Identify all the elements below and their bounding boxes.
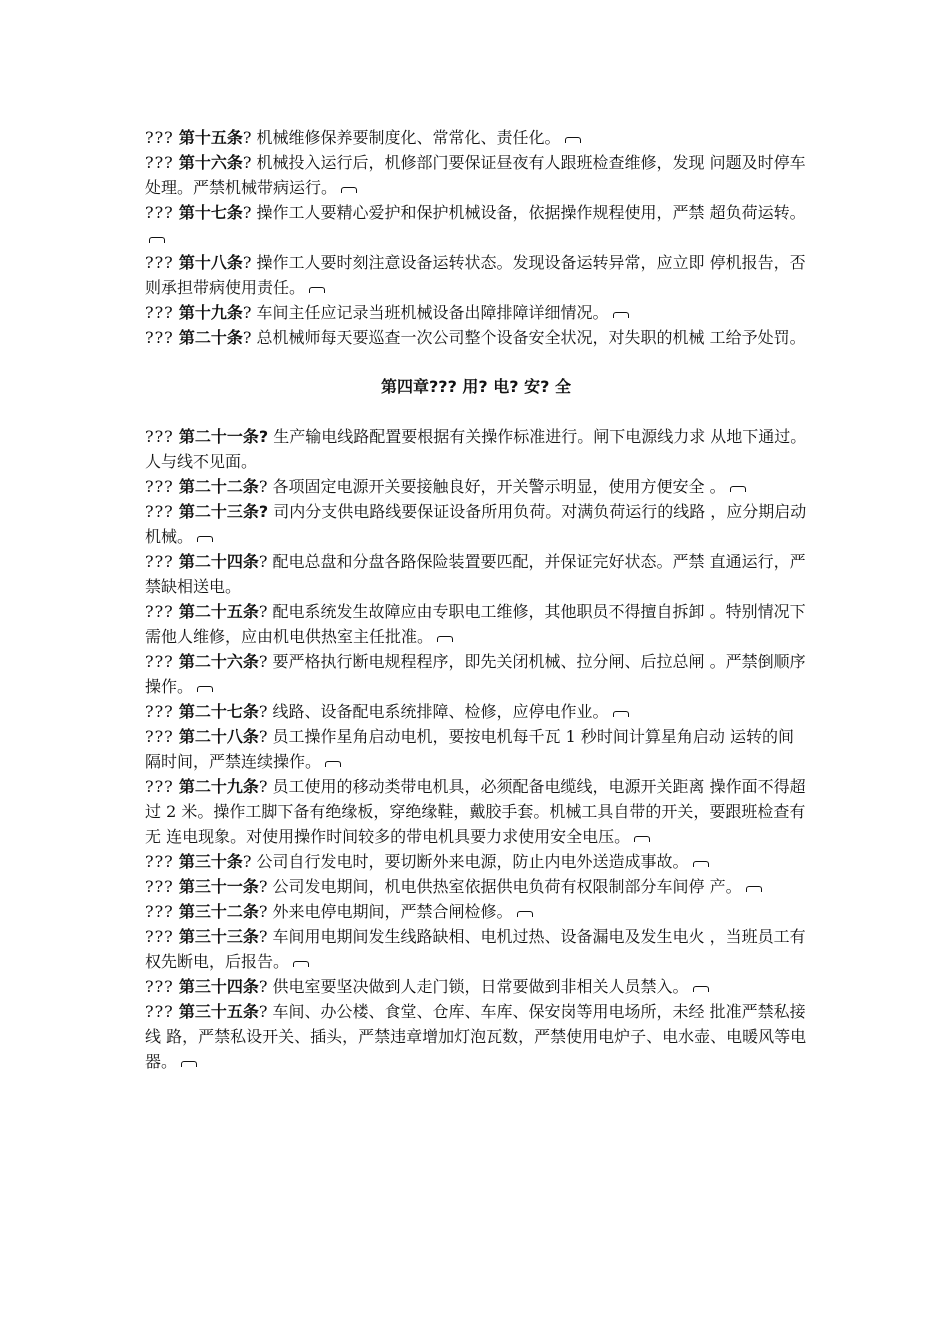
article-number: 第二十五条 <box>178 602 259 621</box>
article-number: 第十九条 <box>178 303 243 322</box>
paragraph-mark-icon <box>149 237 165 243</box>
article-paragraph: ??? 第二十三条? 司内分支供电路线要保证设备所用负荷。对满负荷运行的线路 ，应分期启动机械。 <box>145 502 807 546</box>
paragraph-mark-icon <box>693 986 709 992</box>
article-text: ? 操作工人要时刻注意设备运转状态。发现设备运转异常，应立即 停机报告，否则承担带病使用责任。 <box>145 253 806 297</box>
article-number: 第二十二条 <box>178 477 259 496</box>
paragraph-mark-icon <box>613 312 629 318</box>
article-number: 第二十八条 <box>178 727 259 746</box>
article-number: 第二十九条 <box>178 777 259 796</box>
paragraph-mark-icon <box>693 861 709 867</box>
paragraph-mark-icon <box>437 636 453 642</box>
article-paragraph: ??? 第二十条? 总机械师每天要巡查一次公司整个设备安全状况，对失职的机械 工给予处罚。 <box>145 328 806 347</box>
paragraph-mark-icon <box>613 711 629 717</box>
paragraph-mark-icon <box>730 486 746 492</box>
article-number: 第十五条 <box>178 128 243 147</box>
article-text: ? 各项固定电源开关要接触良好，开关警示明显，使用方便安全 。 <box>258 477 726 496</box>
article-paragraph: ??? 第二十八条? 员工操作星角启动电机，要按电机每千瓦 1 秒时间计算星角启动 运转的间隔时间，严禁连续操作。 <box>145 727 794 771</box>
article-text: ? 员工使用的移动类带电机具，必须配备电缆线，电源开关距离 操作面不得超过 2 米。操作工脚下备有绝缘板，穿绝缘鞋，戴胶手套。机械工具自带的开关，要跟班检查有无 连电现象。对使用操作时间较多的带电机具要力求使用安全电压。 <box>145 777 806 846</box>
article-text: ? 车间、办公楼、食堂、仓库、车库、保安岗等用电场所，未经 批准严禁私接线 路，严禁私设开关、插头，严禁违章增加灯泡瓦数，严禁使用电炉子、电水壶、电暖风等电 器。 <box>145 1002 807 1071</box>
article-number: 第十六条 <box>178 153 243 172</box>
article-paragraph: ??? 第二十五条? 配电系统发生故障应由专职电工维修，其他职员不得擅自拆卸 。特别情况下需他人维修，应由机电供热室主任批准。 <box>145 602 806 646</box>
article-paragraph: ??? 第二十六条? 要严格执行断电规程程序，即先关闭机械、拉分闸、后拉总闸 。严禁倒顺序操作。 <box>145 652 806 696</box>
article-number: 第十八条 <box>178 253 243 272</box>
article-number: 第二十四条 <box>178 552 259 571</box>
article-number: 第三十一条 <box>178 877 259 896</box>
article-text: 司内分支供电路线要保证设备所用负荷。对满负荷运行的线路 ，应分期启动机械。 <box>145 502 807 546</box>
article-text: 生产输电线路配置要根据有关操作标准进行。闸下电源线力求 从地下通过。人与线不见面。 <box>145 427 807 471</box>
paragraph-mark-icon <box>341 187 357 193</box>
paragraph-mark-icon <box>517 911 533 917</box>
article-number: 第二十七条 <box>178 702 259 721</box>
paragraph-mark-icon <box>634 836 650 842</box>
article-paragraph: ??? 第二十二条? 各项固定电源开关要接触良好，开关警示明显，使用方便安全 。 <box>145 474 807 499</box>
paragraph-mark-icon <box>746 886 762 892</box>
article-text: ? 配电系统发生故障应由专职电工维修，其他职员不得擅自拆卸 。特别情况下需他人维修，应由机电供热室主任批准。 <box>145 602 806 646</box>
article-paragraph: ??? 第三十三条? 车间用电期间发生线路缺相、电机过热、设备漏电及发生电火 ，当班员工有权先断电，后报告。 <box>145 927 806 971</box>
article-paragraph: ??? 第三十五条? 车间、办公楼、食堂、仓库、车库、保安岗等用电场所，未经 批准严禁私接线 路，严禁私设开关、插头，严禁违章增加灯泡瓦数，严禁使用电炉子、电水壶、电暖风等电 器。 <box>145 1002 807 1071</box>
article-paragraph: ??? 第二十七条? 线路、设备配电系统排障、检修，应停电作业。 <box>145 699 807 724</box>
article-text: ? 供电室要坚决做到人走门锁，日常要做到非相关人员禁入。 <box>258 977 689 996</box>
article-text: ? 配电总盘和分盘各路保险装置要匹配，并保证完好状态。严禁 直通运行，严禁缺相送电。 <box>145 552 806 596</box>
article-number: 第二十一条? <box>178 427 269 446</box>
article-paragraph: ??? 第十五条? 机械维修保养要制度化、常常化、责任化。 <box>145 125 807 150</box>
article-paragraph: ??? 第十六条? 机械投入运行后，机修部门要保证昼夜有人跟班检查维修，发现 问题及时停车处理。严禁机械带病运行。 <box>145 153 806 197</box>
article-text: ? 总机械师每天要巡查一次公司整个设备安全状况，对失职的机械 工给予处罚。 <box>242 328 806 347</box>
document-page <box>145 125 807 1074</box>
article-text: ? 外来电停电期间，严禁合闸检修。 <box>258 902 513 921</box>
chapter-title: 第四章??? 用? 电? 安? 全 <box>381 377 571 396</box>
article-text: ? 操作工人要精心爱护和保护机械设备，依据操作规程使用，严禁 超负荷运转。 <box>242 203 806 222</box>
article-paragraph: ??? 第三十一条? 公司发电期间，机电供热室依据供电负荷有权限制部分车间停 产。 <box>145 874 807 899</box>
article-text: ? 机械投入运行后，机修部门要保证昼夜有人跟班检查维修，发现 问题及时停车处理。严禁机械带病运行。 <box>145 153 806 197</box>
article-text: ? 线路、设备配电系统排障、检修，应停电作业。 <box>258 702 609 721</box>
article-text: ? 公司发电期间，机电供热室依据供电负荷有权限制部分车间停 产。 <box>258 877 742 896</box>
article-paragraph: ??? 第二十四条? 配电总盘和分盘各路保险装置要匹配，并保证完好状态。严禁 直通运行，严禁缺相送电。 <box>145 552 806 596</box>
article-paragraph: ??? 第三十四条? 供电室要坚决做到人走门锁，日常要做到非相关人员禁入。 <box>145 974 807 999</box>
article-paragraph: ??? 第二十九条? 员工使用的移动类带电机具，必须配备电缆线，电源开关距离 操作面不得超过 2 米。操作工脚下备有绝缘板，穿绝缘鞋，戴胶手套。机械工具自带的开关，要跟班检查有无 连电现象。对使用操作时间较多的带电机具要力求使用安全电压。 <box>145 777 806 846</box>
article-paragraph: ??? 第三十二条? 外来电停电期间，严禁合闸检修。 <box>145 899 807 924</box>
section-three-articles <box>145 125 807 350</box>
article-number: 第三十五条 <box>178 1002 259 1021</box>
chapter-four-articles <box>145 424 807 1074</box>
article-text: ? 公司自行发电时，要切断外来电源，防止内电外送造成事故。 <box>242 852 689 871</box>
article-number: 第三十条 <box>178 852 243 871</box>
paragraph-mark-icon <box>293 961 309 967</box>
article-number: 第二十三条? <box>178 502 269 521</box>
article-text: ? 要严格执行断电规程程序，即先关闭机械、拉分闸、后拉总闸 。严禁倒顺序操作。 <box>145 652 806 696</box>
article-paragraph: ??? 第二十一条? 生产输电线路配置要根据有关操作标准进行。闸下电源线力求 从地下通过。人与线不见面。 <box>145 427 807 471</box>
article-number: 第二十条 <box>178 328 243 347</box>
paragraph-mark-icon <box>565 137 581 143</box>
article-paragraph: ??? 第十八条? 操作工人要时刻注意设备运转状态。发现设备运转异常，应立即 停机报告，否则承担带病使用责任。 <box>145 253 806 297</box>
paragraph-mark-icon <box>197 536 213 542</box>
paragraph-mark-icon <box>325 761 341 767</box>
article-paragraph: ??? 第十九条? 车间主任应记录当班机械设备出障排障详细情况。 <box>145 300 807 325</box>
article-text: ? 车间主任应记录当班机械设备出障排障详细情况。 <box>242 303 609 322</box>
article-text: ? 车间用电期间发生线路缺相、电机过热、设备漏电及发生电火 ，当班员工有权先断电，后报告。 <box>145 927 806 971</box>
paragraph-mark-icon <box>309 287 325 293</box>
article-text: ? 员工操作星角启动电机，要按电机每千瓦 1 秒时间计算星角启动 运转的间隔时间，严禁连续操作。 <box>145 727 794 771</box>
paragraph-mark-icon <box>181 1061 197 1067</box>
article-text: ? 机械维修保养要制度化、常常化、责任化。 <box>242 128 561 147</box>
article-number: 第二十六条 <box>178 652 259 671</box>
article-number: 第三十四条 <box>178 977 259 996</box>
article-paragraph: ??? 第十七条? 操作工人要精心爱护和保护机械设备，依据操作规程使用，严禁 超负荷运转。 <box>145 200 807 250</box>
article-paragraph: ??? 第三十条? 公司自行发电时，要切断外来电源，防止内电外送造成事故。 <box>145 849 807 874</box>
article-number: 第三十三条 <box>178 927 259 946</box>
paragraph-mark-icon <box>197 686 213 692</box>
article-number: 第十七条 <box>178 203 243 222</box>
article-number: 第三十二条 <box>178 902 259 921</box>
